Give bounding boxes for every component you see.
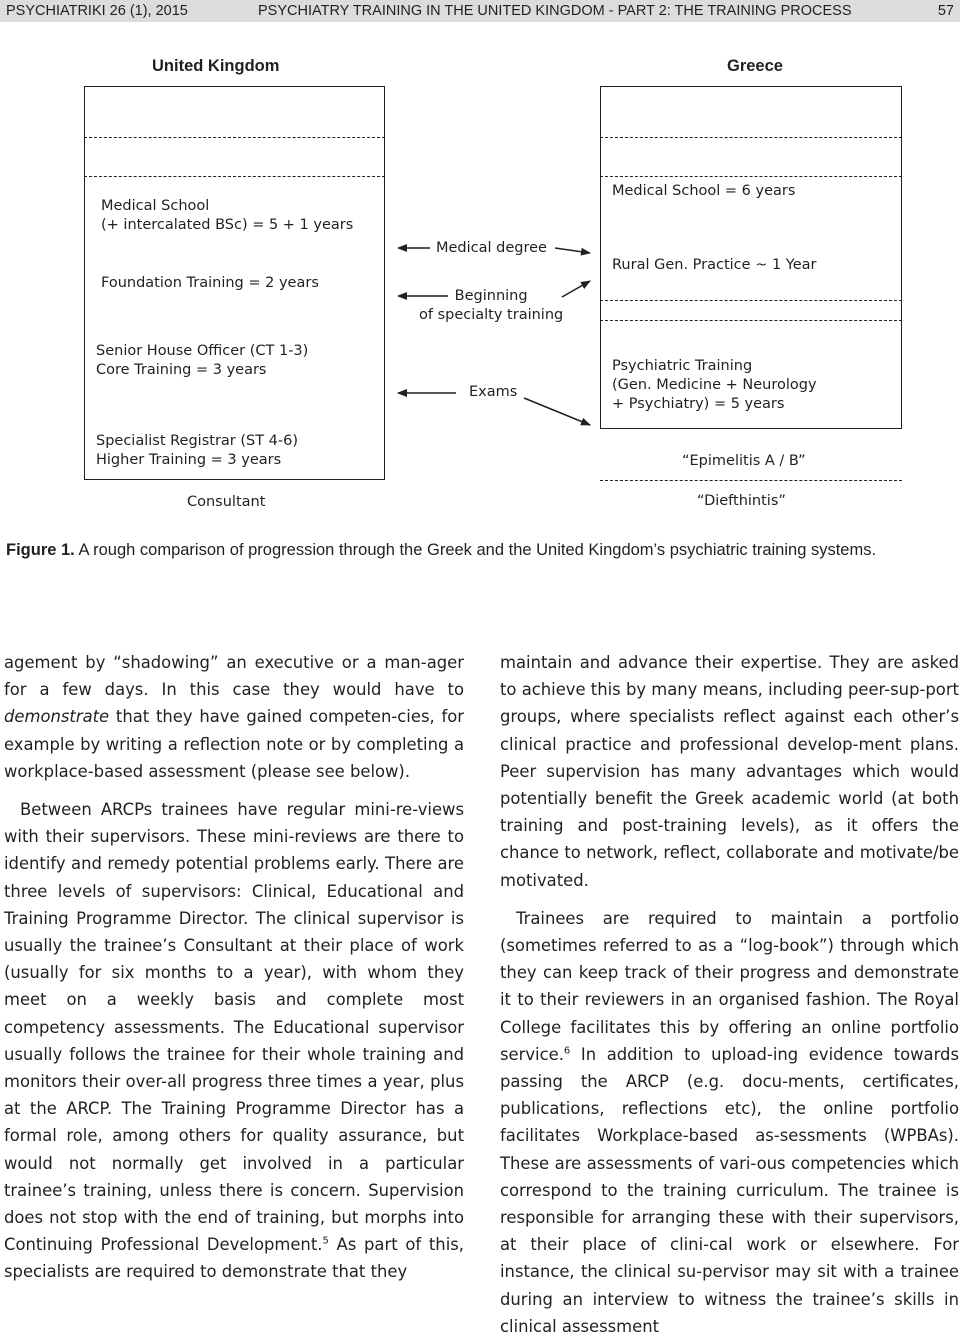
greece-epimelitis: “Epimelitis A / B” <box>682 453 806 469</box>
figure-1 <box>0 0 960 520</box>
figure-arrows <box>0 0 960 520</box>
uk-column-title: United Kingdom <box>152 57 280 75</box>
left-p1-emphasis: demonstrate <box>4 707 110 727</box>
uk-senior-house-officer: Senior House Officer (CT 1-3) Core Training = 3 years <box>96 343 309 378</box>
reference-5: 5 <box>322 1235 329 1247</box>
left-p2-text-end: As part of this, specialists are required to demonstrate that they <box>4 1235 464 1282</box>
left-paragraph-1 <box>4 649 464 785</box>
running-title: PSYCHIATRY TRAINING IN THE UNITED KINGDOM - PART 2: THE TRAINING PROCESS <box>258 3 852 19</box>
greece-psychiatric-training: Psychiatric Training (Gen. Medicine + Neurology + Psychiatry) = 5 years <box>612 358 817 412</box>
greece-diefthintis: “Diefthintis” <box>697 493 786 509</box>
right-p2-text-a: Trainees are required to maintain a portfolio (sometimes referred to as a “log-book”) through which they can keep track of their progress and demonstrate it to their reviewers in an organised fashion. The Royal College facilitates this by offering an online portfolio service. <box>500 908 959 1064</box>
greece-rural-practice: Rural Gen. Practice ~ 1 Year <box>612 257 817 273</box>
uk-specialist-registrar: Specialist Registrar (ST 4-6) Higher Training = 3 years <box>96 433 299 468</box>
left-p2-text: Between ARCPs trainees have regular mini-re-views with their supervisors. These mini-reviews are there to identify and remedy potential problems early. There are three levels of supervisors: Clinical, Educational and Training Programme Director. The clinical supervisor is usually the trainee’s Consultant at their place of work (usually for six months to a year), with whom they meet on a weekly basis and complete most competency assessments. The Educational supervisor usually follows the trainee for their whole training and monitors their over-all progress three times a year, plus at the ARCP. The Training Programme Director has a formal role, among others for quality assurance, but would not normally get involved in a particular trainee’s training, unless there is concern. Supervision does not stop with the end of training, but morphs into Continuing Professional Development. <box>4 800 464 1255</box>
arrow-medical-degree-greece <box>555 248 590 253</box>
left-p1-text-b: that they have gained competen-cies, for example by writing a reflection note or by completing a workplace-based assessment (please see below). <box>4 707 464 781</box>
left-paragraph-2 <box>4 796 464 1286</box>
uk-consultant: Consultant <box>187 494 266 510</box>
beginning-specialty-label: Beginning of specialty training <box>419 288 564 323</box>
exams-label: Exams <box>469 384 518 400</box>
reference-6: 6 <box>563 1045 571 1057</box>
uk-foundation-training: Foundation Training = 2 years <box>101 275 319 291</box>
page-number: 57 <box>937 3 954 19</box>
arrow-beginning-greece <box>562 281 590 297</box>
figure-caption <box>6 540 956 561</box>
greece-medical-school: Medical School = 6 years <box>612 183 796 199</box>
arrow-exams-greece <box>524 398 590 425</box>
greece-column-title: Greece <box>727 57 783 75</box>
caption-label: Figure 1. <box>6 541 75 559</box>
uk-medical-school: Medical School (+ intercalated BSc) = 5 + 1 years <box>101 198 354 233</box>
right-paragraph-1: maintain and advance their expertise. They are asked to achieve this by many means, including peer-sup-port groups, where specialists reflect against each other’s clinical practice and professional develop-ment plans. Peer supervision has many advantages which would potentially benefit the Greek academic world (at both training and post-training levels), as it offers the chance to network, reflect, collaborate and motivate/be motivated. <box>500 653 959 890</box>
right-p2-text-b: In addition to upload-ing evidence towards passing the ARCP (e.g. docu-ments, certificates, publications, reflections etc), the online portfolio facilitates Workplace-based as-sessments (WPBAs). These are assessments of vari-ous competencies which correspond to the training curriculum. The trainee is responsible for arranging these with their supervisors, at their place of clini-cal work or elsewhere. For instance, the clinical su-pervisor may sit with a trainee during an interview to witness the trainee’s skills in clinical assessment <box>500 1044 959 1336</box>
medical-degree-label: Medical degree <box>436 240 547 256</box>
right-paragraph-2 <box>500 905 959 1340</box>
caption-text: A rough comparison of progression through the Greek and the United Kingdom’s psychiatric training systems. <box>74 541 877 559</box>
left-p1-text-a: agement by “shadowing” an executive or a man-ager for a few days. In this case they would have to <box>4 653 464 700</box>
left-column <box>4 649 464 1286</box>
right-column <box>500 649 959 1340</box>
journal-name: PSYCHIATRIKI 26 (1), 2015 <box>6 3 188 19</box>
